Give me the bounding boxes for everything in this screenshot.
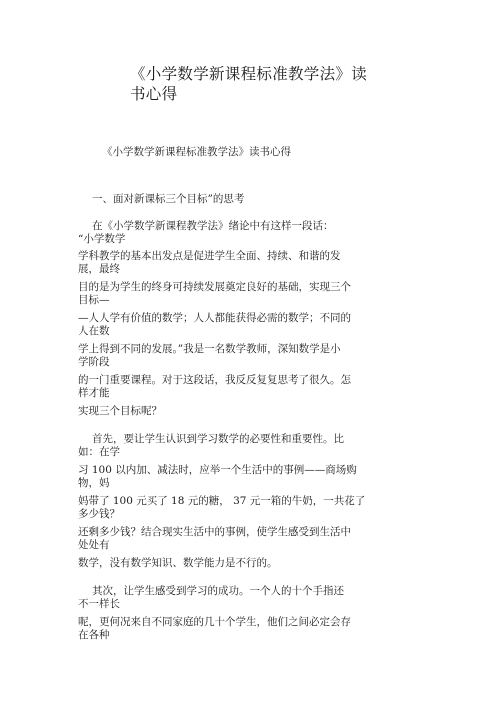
body-line: —人人学有价值的数学；人人都能获得必需的数学；不同的 bbox=[78, 312, 351, 324]
document-title: 《小学数学新课程标准教学法》读书心得 bbox=[130, 65, 368, 103]
body-line: 学科教学的基本出发点是促进学生全面、持续、和谐的发 bbox=[78, 250, 341, 262]
body-line: 处处有 bbox=[78, 539, 110, 551]
body-line: 数学，没有数学知识、数学能力是不行的。 bbox=[78, 557, 278, 569]
body-line: 还剩多少钱？结合现实生活中的事例，使学生感受到生活中 bbox=[78, 526, 351, 538]
body-line: 实现三个目标呢？ bbox=[78, 405, 162, 417]
body-line: 在各种 bbox=[78, 629, 110, 641]
body-line: 学上得到不同的发展。”我是一名数学教师，深知数学是小 bbox=[78, 343, 341, 355]
body-line: 多少钱？ bbox=[78, 508, 120, 520]
body-line: 首先，要让学生认识到学习数学的必要性和重要性。比 bbox=[92, 433, 344, 445]
body-line: 不一样长 bbox=[78, 598, 120, 610]
body-line: 其次，让学生感受到学习的成功。一个人的十个手指还 bbox=[92, 585, 344, 597]
body-line: 的一门重要课程。对于这段话，我反反复复思考了很久。怎 bbox=[78, 374, 351, 386]
body-line: 呢，更何况来自不同家庭的几十个学生，他们之间必定会存 bbox=[78, 616, 351, 628]
body-line: 妈带了 100 元买了 18 元的糖， 37 元一箱的牛奶，一共花了 bbox=[78, 495, 366, 507]
body-line: 样才能 bbox=[78, 387, 110, 399]
body-line: 在《小学数学新课程教学法》绪论中有这样一段话： bbox=[92, 220, 334, 232]
body-line: 如：在学 bbox=[78, 446, 120, 458]
body-line: 学阶段 bbox=[78, 356, 110, 368]
document-subtitle: 《小学数学新课程标准教学法》读书心得 bbox=[102, 146, 291, 158]
body-line: “小学数学 bbox=[78, 233, 126, 245]
body-line: 习 100 以内加、减法时，应举一个生活中的事例——商场购 bbox=[78, 464, 357, 476]
body-line: 目的是为学生的终身可持续发展奠定良好的基础，实现三个 bbox=[78, 281, 351, 293]
body-line: 展，最终 bbox=[78, 263, 120, 275]
body-line: 物，妈 bbox=[78, 477, 110, 489]
body-line: 目标— bbox=[78, 294, 110, 306]
body-line: 人在数 bbox=[78, 325, 110, 337]
section-heading: 一、面对新课标三个目标”的思考 bbox=[92, 193, 245, 205]
